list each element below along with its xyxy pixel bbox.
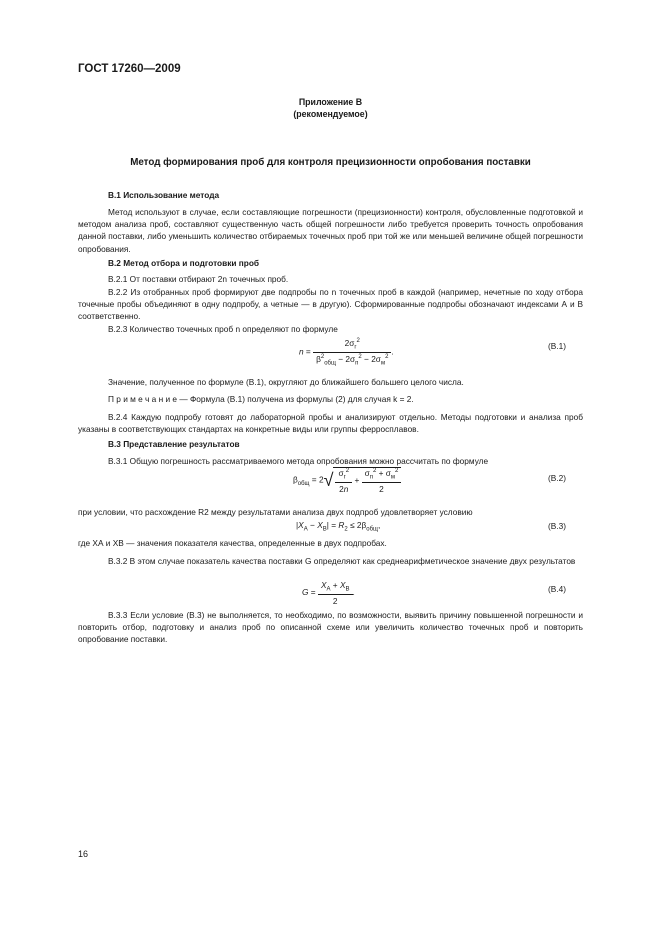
formula-b4-number: (В.4) bbox=[548, 584, 566, 594]
para-b21: В.2.1 От поставки отбирают 2n точечных проб. bbox=[108, 274, 289, 284]
para-b31-where: где XА и XВ — значения показателя качества, определенные в двух подпробах. bbox=[78, 538, 387, 548]
page-title: Метод формирования проб для контроля прецизионности опробования поставки bbox=[130, 157, 531, 168]
formula-b3-number: (В.3) bbox=[548, 521, 566, 531]
para-b31: В.3.1 Общую погрешность рассматриваемого метода опробования можно рассчитать по формуле bbox=[108, 456, 489, 466]
formula-b1-number: (В.1) bbox=[548, 341, 566, 351]
para-b24: В.2.4 Каждую подпробу готовят до лабораторной пробы и анализируют отдельно. Методы подготовки и анализа проб указаны в соответствующих стандартах на конкретные виды или группы ферросплавов. bbox=[78, 412, 583, 435]
formula-b1: n = $\frac{2\sigma_г^2}{\beta^2_{общ} - 2\sigma_п^2 - 2\sigma_м^2}$ . bbox=[299, 338, 394, 367]
formula-b3: $|X_А - X_В| = R_2 \le 2\beta_{общ}$, bbox=[296, 520, 381, 533]
section-b3-heading: В.3 Представление результатов bbox=[108, 439, 240, 449]
para-b31-condition: при условии, что расхождение R2 между результатами анализа двух подпроб удовлетворяет условию bbox=[78, 507, 473, 517]
para-b32: В.3.2 В этом случае показатель качества поставки G определяют как среднеарифметическое значение двух результатов bbox=[108, 556, 576, 566]
note: П р и м е ч а н и е — Формула (В.1) получена из формулы (2) для случая k = 2. bbox=[108, 394, 414, 404]
section-b1-heading: В.1 Использование метода bbox=[108, 190, 220, 200]
appendix-title: Приложение В bbox=[298, 97, 363, 107]
standard-number: ГОСТ 17260—2009 bbox=[78, 63, 181, 75]
page-number: 16 bbox=[78, 849, 89, 859]
formula-b4: G = $\frac{X_А + X_В}{2}$ . bbox=[302, 580, 355, 606]
para-b23-rounding: Значение, полученное по формуле (В.1), округляют до ближайшего большего целого числа. bbox=[108, 377, 464, 387]
appendix-note: (рекомендуемое) bbox=[293, 109, 368, 119]
formula-b2: $\beta_{общ} = 2√$ $\frac{\sigma_г^2}{2n}$ + $\frac{\sigma_п^2 + \sigma_м^2}{2}$ bbox=[293, 467, 401, 494]
para-b22: В.2.2 Из отобранных проб формируют две подпробы по n точечных проб в каждой (например, нечетные по ходу отбора точечные пробы объединяют в одну подпробу, а четные — в другую). Сформированные подпробы обозначают индексами А и В соответственно. bbox=[78, 287, 583, 322]
para-b23: В.2.3 Количество точечных проб n определяют по формуле bbox=[108, 324, 338, 334]
section-b1-text: Метод используют в случае, если составляющие погрешности (прецизионности) контроля, обусловленные подготовкой и методом анализа проб, составляют существенную часть общей погрешности либо требуется проверить точность опробования данной поставки, либо уменьшить количество отбираемых точечных проб при той же или меньшей величине общей погрешности опробования. bbox=[78, 207, 583, 254]
para-b33: В.3.3 Если условие (В.3) не выполняется, то необходимо, по возможности, выявить причину повышенной погрешности и повторить отбор, подготовку и анализ проб по описанной схеме или увеличить количество точечных проб и повторить опробование поставки. bbox=[78, 610, 583, 645]
formula-b2-number: (В.2) bbox=[548, 473, 566, 483]
section-b2-heading: В.2 Метод отбора и подготовки проб bbox=[108, 258, 260, 268]
